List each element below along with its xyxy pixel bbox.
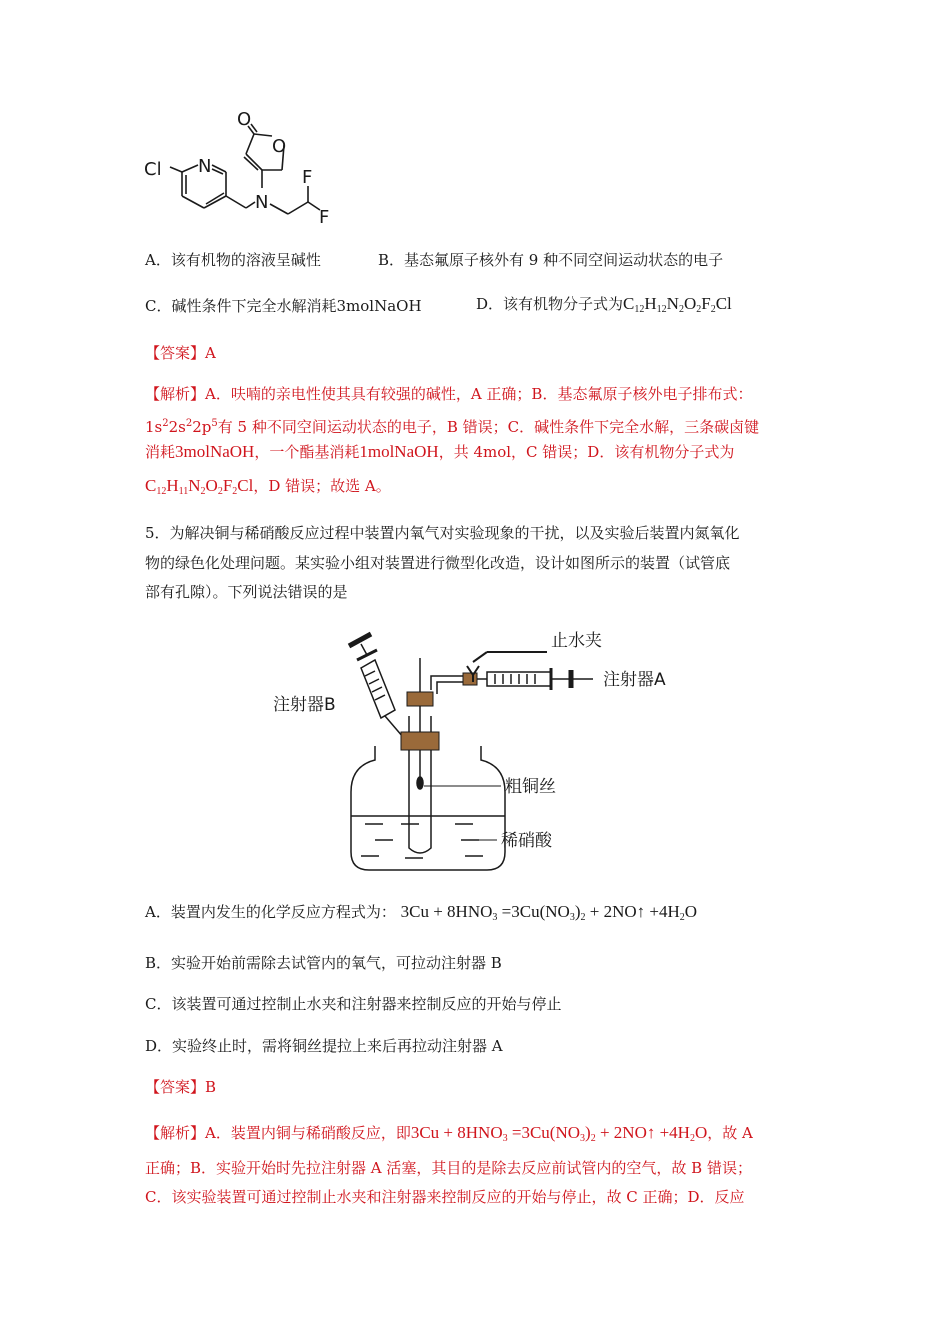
stopper-side [463, 673, 477, 685]
q5-option-c: C．该装置可通过控制止水夹和注射器来控制反应的开始与停止 [145, 995, 562, 1013]
label-copper-wire: 粗铜丝 [505, 777, 556, 797]
label-syringe-b: 注射器B [273, 695, 336, 715]
syringe-b [349, 634, 395, 718]
q4-option-d-formula: $C_{12}H_{12}N_2O_2F_2Cl$ [623, 294, 732, 315]
atom-cl: Cl [144, 159, 162, 180]
apparatus-diagram [265, 620, 695, 880]
atom-n-amine: N [255, 192, 269, 213]
atom-f2: F [319, 207, 330, 228]
atom-n-pyridine: N [198, 156, 212, 177]
label-syringe-a: 注射器A [603, 670, 666, 690]
q4-analysis-formula: $C_{12}H_{11}N_2O_2F_2Cl$ [145, 476, 254, 497]
molecule-structure [140, 110, 370, 240]
electron-config: $1s^22s^22p^5$ [145, 418, 218, 436]
q5-analysis-line2: 正确；B．实验开始时先拉注射器 A 活塞，其目的是除去反应前试管内的空气，故 B 错误； [145, 1159, 752, 1177]
atom-f1: F [302, 167, 313, 188]
q4-analysis-line3: 消耗3molNaOH，一个酯基消耗1molNaOH，共 4mol，C 错误；D．该有机物分子式为 [145, 442, 735, 461]
q5-analysis-equation: $3Cu + 8HNO_3 =3Cu(NO_3)_2$ + 2NO↑ $+4H_2O$ [410, 1123, 708, 1144]
q4-option-d-label: D．该有机物分子式为 [476, 295, 624, 313]
syringe-a [477, 668, 593, 690]
q5-stem-line2: 物的绿色化处理问题。某实验小组对装置进行微型化改造，设计如图所示的装置（试管底 [145, 554, 731, 572]
q4-option-b: B．基态氟原子核外有 9 种不同空间运动状态的电子 [378, 251, 724, 269]
q5-stem-line1: 5．为解决铜与稀硝酸反应过程中装置内氧气对实验现象的干扰，以及实验后装置内氮氧化 [145, 524, 740, 542]
q5-answer: 【答案】B [145, 1078, 217, 1096]
q5-option-b: B．实验开始前需除去试管内的氧气，可拉动注射器 B [145, 954, 502, 972]
q4-analysis-line2: $1s^22s^22p^5$有 5 种不同空间运动状态的电子，B 错误；C．碱性条件下完全水解，三条碳卤键 [145, 418, 760, 436]
stopper-upper [407, 692, 433, 706]
q5-option-d: D．实验终止时，需将铜丝提拉上来后再拉动注射器 A [145, 1037, 503, 1055]
q5-analysis-line3: C．该实验装置可通过控制止水夹和注射器来控制反应的开始与停止，故 C 正确；D．反应 [145, 1188, 745, 1206]
q4-analysis-line1: 【解析】A．呋喃的亲电性使其具有较强的碱性，A 正确；B．基态氟原子核外电子排布式： [145, 385, 753, 403]
atom-o-carbonyl: O [237, 110, 252, 130]
q4-answer: 【答案】A [145, 344, 216, 362]
q4-option-c: C．碱性条件下完全水解消耗3molNaOH [145, 297, 422, 315]
q5-option-a: A．装置内发生的化学反应方程式为： $3Cu + 8HNO_3 =3Cu(NO_3)_2$ + 2NO↑ $+4H_2O$ [145, 902, 698, 923]
stopper-large [401, 732, 439, 750]
q4-option-a: A．该有机物的溶液呈碱性 [145, 251, 321, 269]
q5-analysis-line1: 【解析】A．装置内铜与稀硝酸反应，即$3Cu + 8HNO_3 =3Cu(NO_3)_2$ + 2NO↑ $+4H_2O$，故 A [145, 1123, 753, 1144]
q5-stem-line3: 部有孔隙）。下列说法错误的是 [145, 583, 348, 601]
q5-equation: $3Cu + 8HNO_3 =3Cu(NO_3)_2$ + 2NO↑ $+4H_2O$ [400, 902, 698, 923]
label-clamp: 止水夹 [551, 631, 602, 651]
q4-analysis-line4: $C_{12}H_{11}N_2O_2F_2Cl$，D 错误；故选 A。 [145, 476, 391, 497]
label-dilute-nitric-acid: 稀硝酸 [501, 831, 552, 851]
q4-option-d [476, 294, 732, 320]
atom-o-ring: O [272, 136, 287, 157]
